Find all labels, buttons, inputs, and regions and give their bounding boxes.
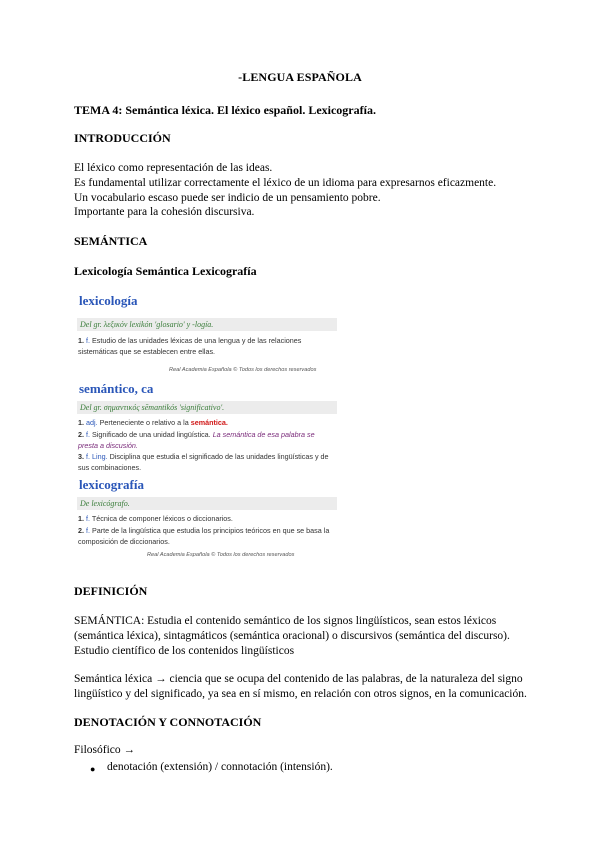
bullet-icon: ●	[90, 764, 96, 774]
entry-definition: 2. f. Significado de una unidad lingüística. La semántica de esa palabra se presta a discusión.	[78, 430, 315, 450]
definicion-line: SEMÁNTICA: Estudia el contenido semántico de los signos lingüísticos, sean estos léxicos	[74, 615, 497, 627]
document-title: -LENGUA ESPAÑOLA	[238, 70, 362, 84]
entry-term-lexicologia: lexicología	[79, 293, 138, 308]
entry-definition: 3. f. Ling. Disciplina que estudia el significado de las unidades lingüísticas y de sus combinaciones.	[78, 452, 329, 472]
definicion-line: lingüístico y del significado, ya sea en sí mismo, en relación con otros signos, en la comunicación.	[74, 688, 527, 700]
entry-etymology: Del gr. λεξικόν lexikón 'glosario' y -logía.	[77, 318, 337, 331]
intro-line: El léxico como representación de las ideas.	[74, 162, 273, 174]
topic-heading: TEMA 4: Semántica léxica. El léxico español. Lexicografía.	[74, 103, 376, 117]
entry-definition: 1. f. Estudio de las unidades léxicas de una lengua y de las relaciones sistemáticas que se establecen entre ellas.	[78, 336, 302, 356]
entry-etymology: Del gr. σημαντικός sēmantikós 'significativo'.	[77, 401, 337, 414]
definicion-line: Semántica léxica → ciencia que se ocupa del contenido de las palabras, de la naturaleza del signo	[74, 673, 523, 685]
denotacion-line: Filosófico →	[74, 744, 136, 756]
copyright-note: Real Academia Española © Todos los derechos reservados	[169, 367, 317, 373]
entry-definition: 2. f. Parte de la lingüística que estudia los principios teóricos en que se basa la composición de diccionarios.	[78, 526, 330, 546]
intro-heading: INTRODUCCIÓN	[74, 131, 171, 145]
entry-definition: 1. f. Técnica de componer léxicos o diccionarios.	[78, 514, 233, 523]
definicion-heading: DEFINICIÓN	[74, 584, 148, 598]
denotacion-bullet-text: denotación (extensión) / connotación (intensión).	[107, 761, 333, 773]
definicion-line: (semántica léxica), sintagmáticos (semántica oracional) o discursivos (semántica del discurso).	[74, 630, 510, 642]
intro-line: Es fundamental utilizar correctamente el léxico de un idioma para expresarnos eficazmente.	[74, 177, 497, 189]
entry-definition: 1. adj. Perteneciente o relativo a la semántica.	[78, 418, 228, 427]
copyright-note: Real Academia Española © Todos los derechos reservados	[147, 552, 295, 558]
entry-term-lexicografia: lexicografía	[79, 477, 144, 492]
definicion-line: Estudio científico de los contenidos lingüísticos	[74, 645, 295, 657]
intro-line: Importante para la cohesión discursiva.	[74, 206, 255, 218]
entry-term-semantico: semántico, ca	[79, 381, 154, 396]
semantica-heading: SEMÁNTICA	[74, 234, 148, 248]
denotacion-heading: DENOTACIÓN Y CONNOTACIÓN	[74, 715, 262, 729]
entry-etymology: De lexicógrafo.	[77, 497, 337, 510]
intro-line: Un vocabulario escaso puede ser indicio de un pensamiento pobre.	[74, 192, 381, 204]
semantica-subheading: Lexicología Semántica Lexicografía	[74, 264, 257, 278]
dictionary-excerpt	[77, 290, 339, 562]
